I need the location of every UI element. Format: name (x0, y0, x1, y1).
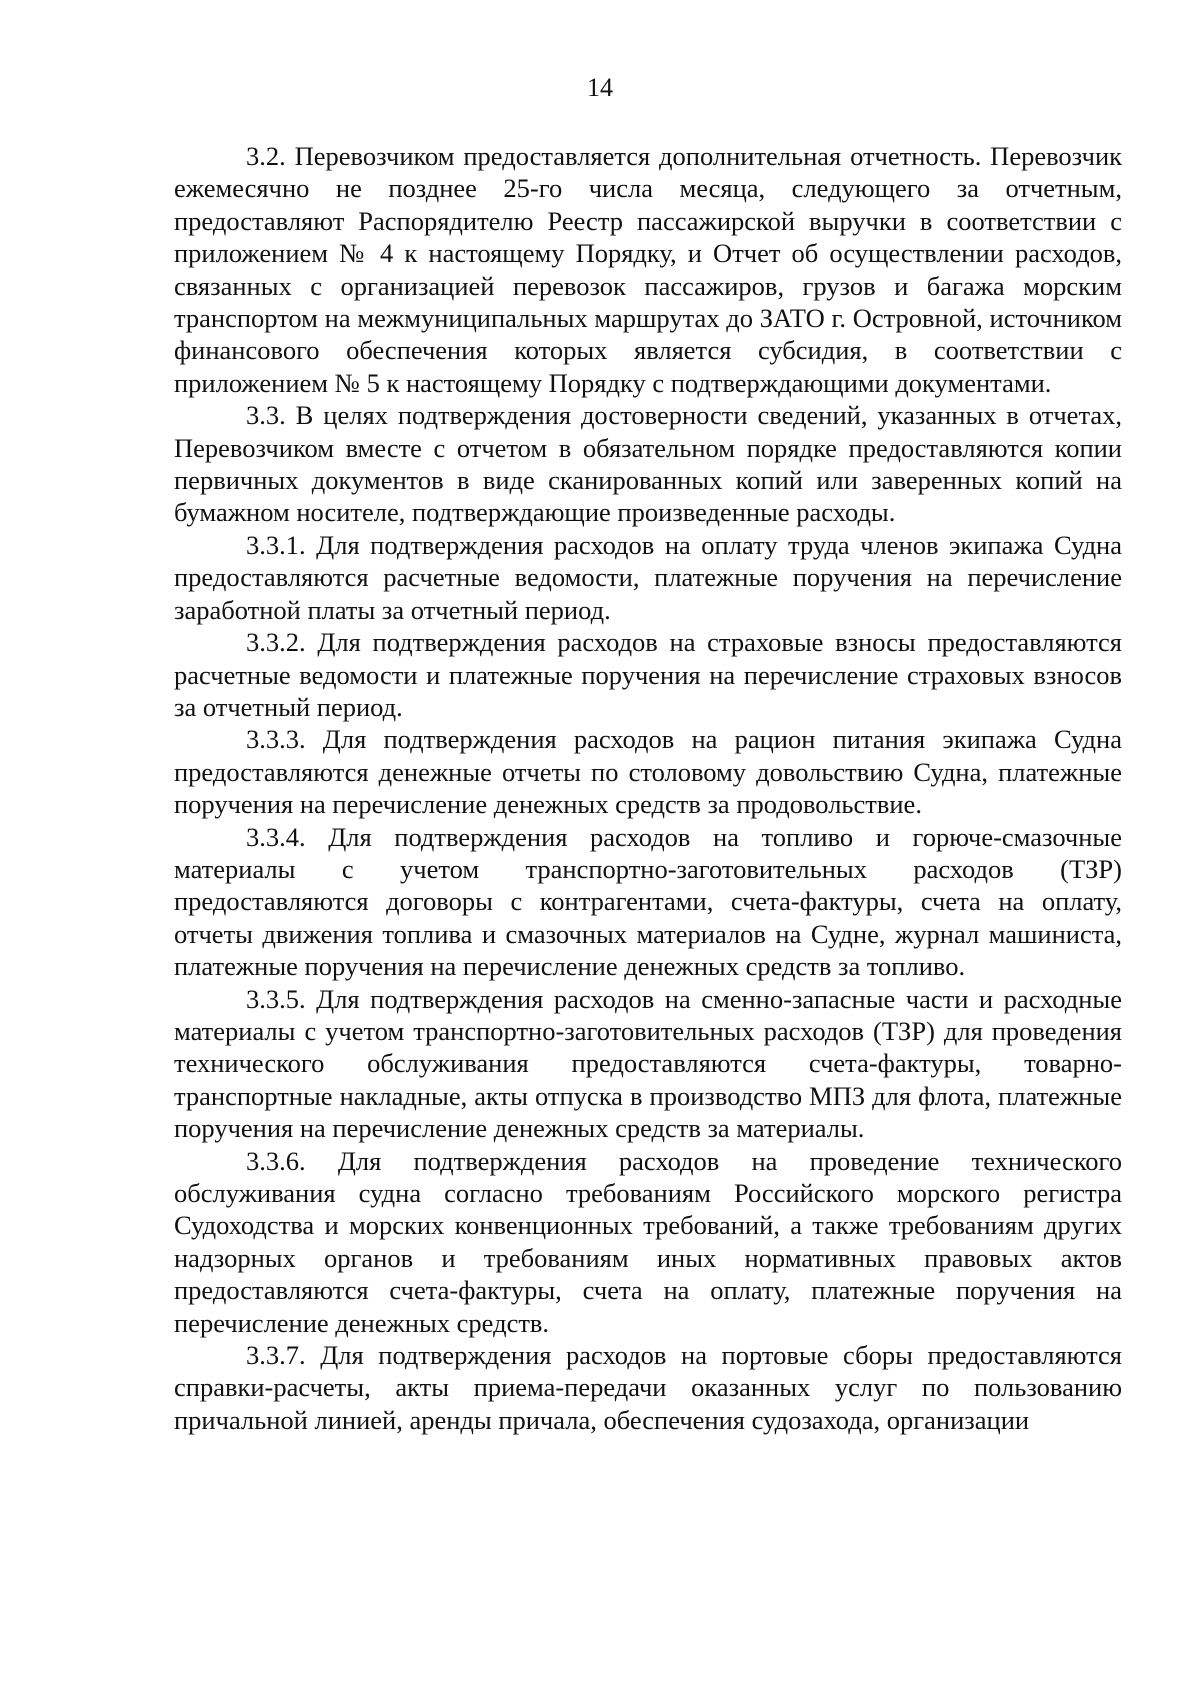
paragraph-3-3-7: 3.3.7. Для подтверждения расходов на портовые сборы предоставляются справки-расчеты, акты приема-передачи оказанных услуг по пользованию причальной линией, аренды причала, обеспечения судозахода, организации (174, 1340, 1122, 1435)
paragraph-3-3-6: 3.3.6. Для подтверждения расходов на проведение технического обслуживания судна согласно требованиям Российского морского регистра Судоходства и морских конвенционных требований, а также требованиям других надзорных органов и требованиям иных нормативных правовых актов предоставляются счета-фактуры, счета на оплату, платежные поручения на перечисление денежных средств. (174, 1145, 1122, 1338)
paragraph-3-3-2: 3.3.2. Для подтверждения расходов на страховые взносы предоставляются расчетные ведомости и платежные поручения на перечисление страховых взносов за отчетный период. (174, 627, 1122, 722)
paragraph-3-3-5: 3.3.5. Для подтверждения расходов на сменно-запасные части и расходные материалы с учетом транспортно-заготовительных расходов (ТЗР) для проведения технического обслуживания предоставляются счета-фактуры, товарно-транспортные накладные, акты отпуска в производство МПЗ для флота, платежные поручения на перечисление денежных средств за материалы. (174, 983, 1122, 1144)
paragraph-3-3-4: 3.3.4. Для подтверждения расходов на топливо и горюче-смазочные материалы с учетом транспортно-заготовительных расходов (ТЗР) предоставляются договоры с контрагентами, счета-фактуры, счета на оплату, отчеты движения топлива и смазочных материалов на Судне, журнал машиниста, платежные поручения на перечисление денежных средств за топливо. (174, 821, 1122, 982)
document-body (174, 140, 1122, 1436)
paragraph-3-2: 3.2. Перевозчиком предоставляется дополнительная отчетность. Перевозчик ежемесячно не позднее 25-го числа месяца, следующего за отчетным, предоставляют Распорядителю Реестр пассажирской выручки в соответствии с приложением № 4 к настоящему Порядку, и Отчет об осуществлении расходов, связанных с организацией перевозок пассажиров, грузов и багажа морским транспортом на межмуниципальных маршрутах до ЗАТО г. Островной, источником финансового обеспечения которых является субсидия, в соответствии с приложением № 5 к настоящему Порядку с подтверждающими документами. (174, 141, 1122, 398)
paragraph-3-3: 3.3. В целях подтверждения достоверности сведений, указанных в отчетах, Перевозчиком вместе с отчетом в обязательном порядке предоставляются копии первичных документов в виде сканированных копий или заверенных копий на бумажном носителе, подтверждающие произведенные расходы. (174, 400, 1122, 528)
paragraph-3-3-1: 3.3.1. Для подтверждения расходов на оплату труда членов экипажа Судна предоставляются расчетные ведомости, платежные поручения на перечисление заработной платы за отчетный период. (174, 529, 1122, 625)
paragraph-3-3-3: 3.3.3. Для подтверждения расходов на рацион питания экипажа Судна предоставляются денежные отчеты по столовому довольствию Судна, платежные поручения на перечисление денежных средств за продовольствие. (174, 724, 1122, 820)
page-number: 14 (587, 73, 613, 102)
